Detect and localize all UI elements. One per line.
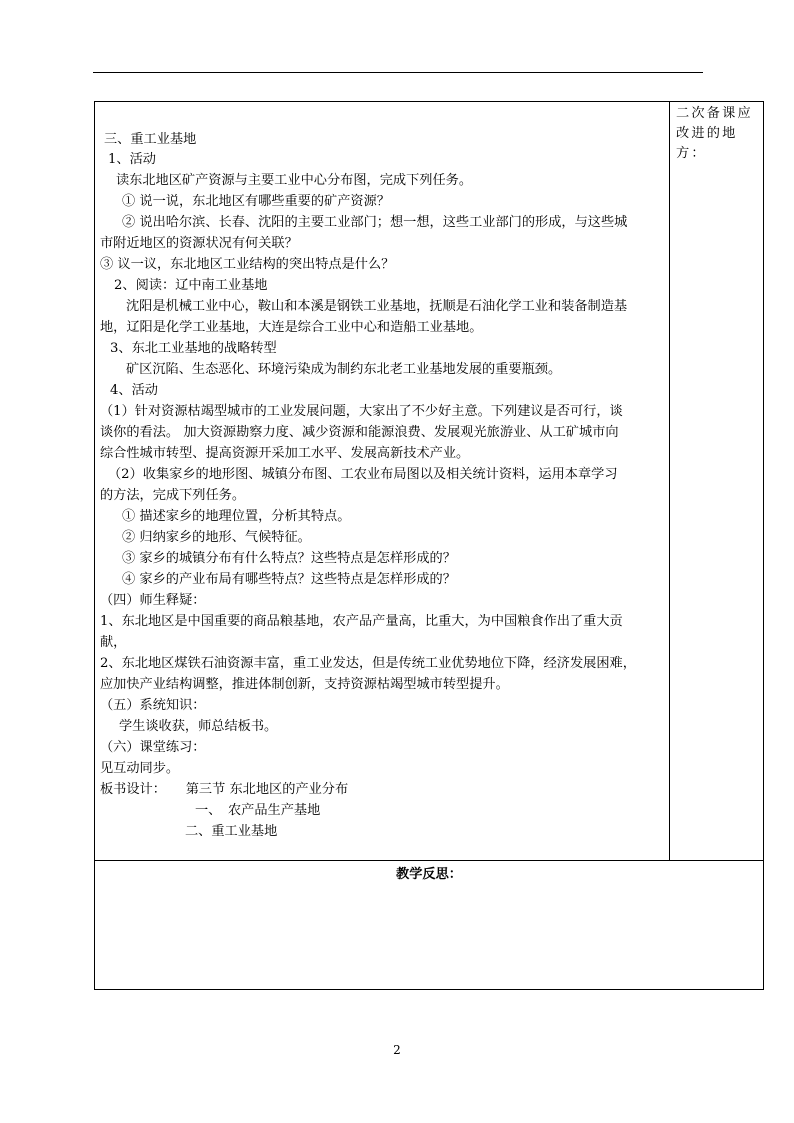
qa-point-2: 2、东北地区煤铁石油资源丰富，重工业发达，但是传统工业优势地位下降，经济发展困难， — [100, 656, 636, 671]
hometown-task-2: ② 归纳家乡的地形、气候特征。 — [122, 530, 311, 545]
task-item-3: ③ 议一议，东北地区工业结构的突出特点是什么？ — [100, 257, 395, 272]
task-instruction: 读东北地区矿产资源与主要工业中心分布图，完成下列任务。 — [116, 173, 473, 188]
activity-4-part-2-line-2: 的方法，完成下列任务。 — [100, 488, 246, 503]
transformation-heading: 3、东北工业基地的战略转型 — [110, 341, 277, 356]
activity-4-part-1-line-2: 谈你的看法。 加大资源勘察力度、减少资源和能源浪费、发展观光旅游业、从工矿城市向 — [100, 425, 619, 440]
activity-4-part-1: （1）针对资源枯竭型城市的工业发展问题，大家出了不少好主意。下列建议是否可行，谈 — [100, 404, 623, 419]
reading-heading: 2、阅读：辽中南工业基地 — [114, 278, 268, 293]
summary-text: 学生谈收获，师总结板书。 — [119, 719, 278, 734]
hometown-task-4: ④ 家乡的产业布局有哪些特点？这些特点是怎样形成的？ — [122, 572, 456, 587]
board-design-item-1: 一、 农产品生产基地 — [195, 803, 321, 818]
header-rule — [93, 72, 703, 73]
activity-heading: 1、活动 — [108, 152, 156, 167]
revision-notes-label: 二次备课应改进的地方： — [676, 106, 753, 161]
activity-4-heading: 4、活动 — [110, 383, 158, 398]
transformation-paragraph: 矿区沉陷、生态恶化、环境污染成为制约东北老工业基地发展的重要瓶颈。 — [126, 362, 562, 377]
qa-point-2-continued: 应加快产业结构调整，推进体制创新，支持资源枯竭型城市转型提升。 — [100, 677, 509, 692]
board-design-title: 板书设计： 第三节 东北地区的产业分布 — [100, 782, 349, 797]
section-heading-heavy-industry: 三、重工业基地 — [104, 132, 197, 147]
reading-paragraph: 沈阳是机械工业中心，鞍山和本溪是钢铁工业基地，抚顺是石油化学工业和装备制造基 — [126, 299, 628, 314]
activity-4-part-2: （2）收集家乡的地形图、城镇分布图、工农业布局图以及相关统计资料，运用本章学习 — [108, 467, 618, 482]
qa-heading: （四）师生释疑： — [100, 593, 206, 608]
board-design-item-2: 二、重工业基地 — [185, 824, 278, 839]
task-item-2: ② 说出哈尔滨、长春、沈阳的主要工业部门；想一想，这些工业部门的形成，与这些城 — [122, 215, 628, 230]
hometown-task-3: ③ 家乡的城镇分布有什么特点？这些特点是怎样形成的？ — [122, 551, 456, 566]
qa-point-1: 1、东北地区是中国重要的商品粮基地，农产品产量高，比重大，为中国粮食作出了重大贡 — [100, 614, 623, 629]
qa-point-1-continued: 献， — [100, 635, 127, 650]
lesson-content-cell — [95, 102, 670, 861]
task-item-2-continued: 市附近地区的资源状况有何关联？ — [100, 236, 298, 251]
revision-notes-cell — [670, 102, 763, 861]
teaching-reflection-title: 教学反思： — [396, 867, 462, 882]
page-number: 2 — [393, 1043, 401, 1057]
teaching-reflection-cell — [95, 861, 763, 989]
summary-heading: （五）系统知识： — [100, 698, 206, 713]
task-item-1: ① 说一说，东北地区有哪些重要的矿产资源？ — [122, 194, 390, 209]
activity-4-part-1-line-3: 综合性城市转型、提高资源开采加工水平、发展高新技术产业。 — [100, 446, 470, 461]
hometown-task-1: ① 描述家乡的地理位置，分析其特点。 — [122, 509, 351, 524]
lesson-plan-table — [94, 101, 764, 990]
practice-heading: （六）课堂练习： — [100, 740, 206, 755]
practice-text: 见互动同步。 — [100, 761, 180, 776]
reading-paragraph-continued: 地，辽阳是化学工业基地，大连是综合工业中心和造船工业基地。 — [100, 320, 483, 335]
